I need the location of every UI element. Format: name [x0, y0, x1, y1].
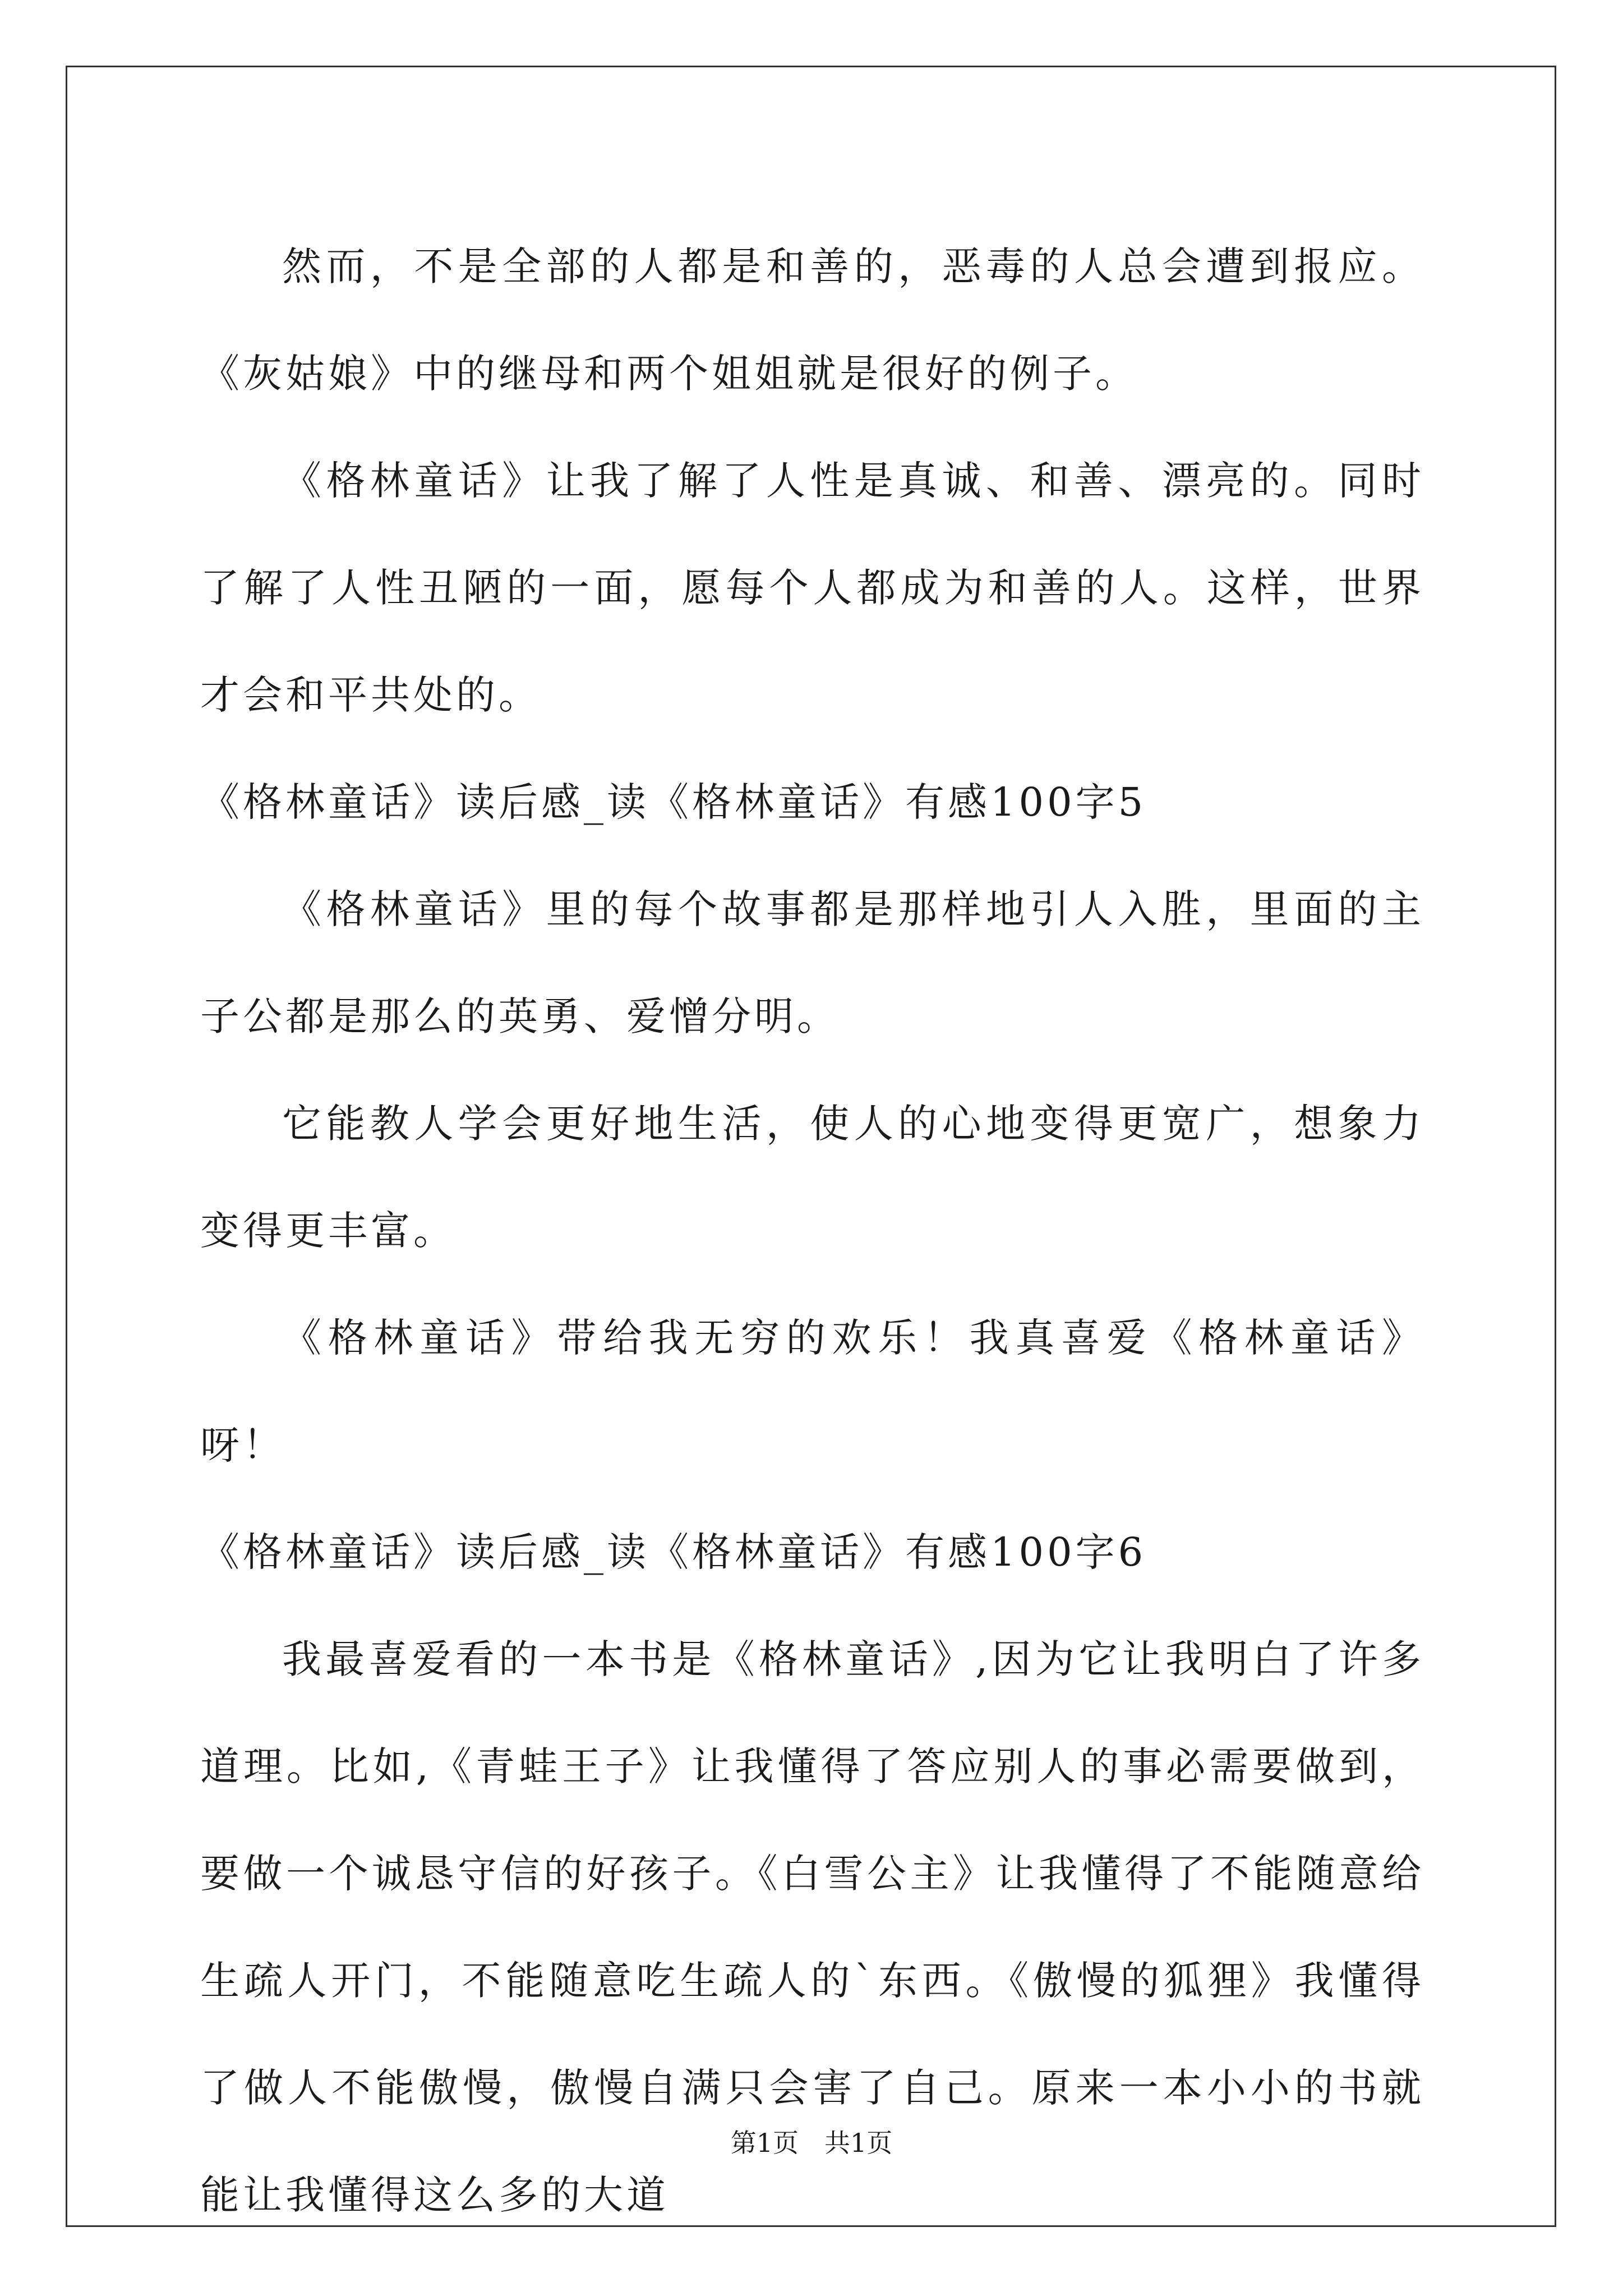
- page-footer: 第1页 共1页: [730, 2128, 893, 2158]
- section-heading: 《格林童话》读后感_读《格林童话》有感100字5: [200, 779, 1147, 825]
- paragraph: 《格林童话》带给我无穷的欢乐！我真喜爱《格林童话》呀！: [200, 1315, 1424, 1468]
- paragraph: 我最喜爱看的一本书是《格林童话》,因为它让我明白了许多道理。比如,《青蛙王子》让我懂得了答应别人的事必需要做到，要做一个诚恳守信的好孩子。《白雪公主》让我懂得了不能随意给生疏人开门，不能随意吃生疏人的`东西。《傲慢的狐狸》我懂得了做人不能傲慢，傲慢自满只会害了自己。原来一本小小的书就能让我懂得这么多的大道: [200, 1636, 1424, 2218]
- paragraph: 然而，不是全部的人都是和善的，恶毒的人总会遭到报应。《灰姑娘》中的继母和两个姐姐就是很好的例子。: [200, 243, 1424, 397]
- document-body: [200, 213, 1424, 2249]
- section-heading: 《格林童话》读后感_读《格林童话》有感100字6: [200, 1529, 1147, 1575]
- paragraph: 它能教人学会更好地生活，使人的心地变得更宽广，想象力变得更丰富。: [200, 1101, 1424, 1254]
- paragraph: 《格林童话》里的每个故事都是那样地引人入胜，里面的主子公都是那么的英勇、爱憎分明。: [200, 886, 1424, 1039]
- paragraph: 《格林童话》让我了解了人性是真诚、和善、漂亮的。同时了解了人性丑陋的一面，愿每个人都成为和善的人。这样，世界才会和平共处的。: [200, 458, 1424, 718]
